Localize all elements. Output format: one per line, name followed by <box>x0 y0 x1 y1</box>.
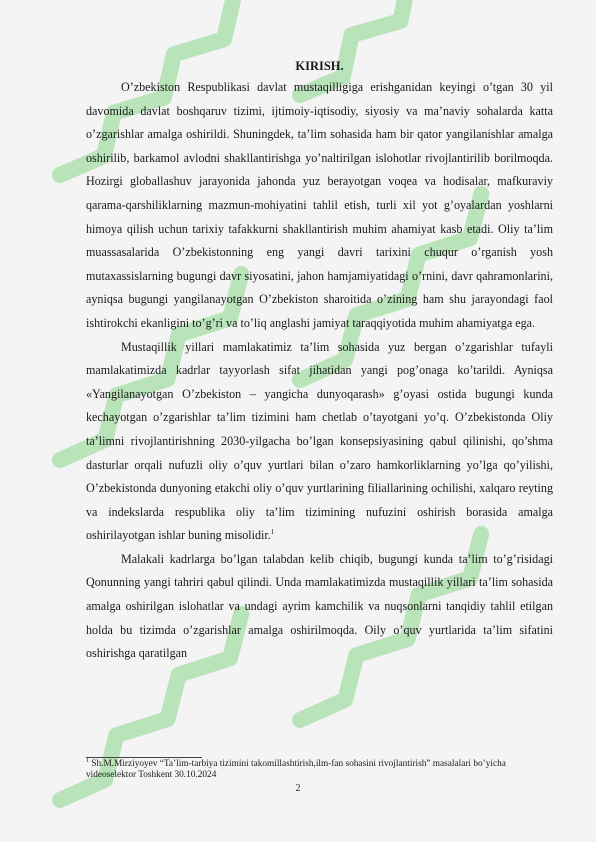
paragraph-2-text: Mustaqillik yillari mamlakatimiz ta’lim sohasida yuz bergan o’zgarishlar tufayli mamlakatimizda kadrlar tayyorlash sifat jihatidan yangi pog’onaga ko’tarildi. Ayniqsa «Yangilanayotgan O’zbekiston – yangicha dunyoqarash» g’oyasi ostida bugungi kunda kechayotgan o’zgarishlar ta’lim tizimini ham chetlab o’tayotgani yo’q. O’zbekistonda Oliy ta’limni rivojlantirishning 2030-yilgacha bo’lgan konsepsiyasining qabul qilinishi, qo’shma dasturlar orqali nufuzli oliy o’quv yurtlari bilan o’zaro hamkorliklarning yo’lga qo’yilishi, O’zbekistonda dunyoning etakchi oliy o’quv yurtlarining filiallarining ochilishi, xalqaro reyting va indekslarda respublika oliy ta’lim tizimining nufuzini oshirish borasida amalga oshirilayotgan ishlar buning misolidir. <box>86 339 553 543</box>
paragraph-1: O’zbekiston Respublikasi davlat mustaqilligiga erishganidan keyingi o’tgan 30 yil davomida davlat boshqaruv tizimi, ijtimoiy-iqtisodiy, siyosiy va ma’naviy sohalarda katta o’zgarishlar amalga oshirildi. Shuningdek, ta’lim sohasida ham bir qator yangilanishlar amalga oshirilib, barkamol avlodni shakllantirishga yo’naltirilgan islohotlar rivojlantirilib borilmoqda. Hozirgi globallashuv jarayonida jahonda yuz berayotgan voqea va hodisalar, mafkuraviy qarama-qarshiliklarning mazmun-mohiyatini tahlil etish, turli xil yot g’oyalardan yoshlarni himoya qilish uchun tarixiy tafakkurni shakllantirish muhim ahamiyat kasb etadi. Oliy ta’lim muassasalarida O’zbekistonning eng yangi davri tarixini chuqur o’rganish yosh mutaxassislarning bugungi davr siyosatini, jahon hamjamiyatidagi o’rnini, davr qahramonlarini, ayniqsa bugungi yangilanayotgan O’zbekiston sharoitida o’zining ham shu jarayondagi faol ishtirokchi ekanligini to’g’ri va to’liq anglashi jamiyat taraqqiyotida muhim ahamiyatga ega. <box>86 80 553 330</box>
section-title: KIRISH. <box>295 59 344 73</box>
paragraph-3: Malakali kadrlarga bo’lgan talabdan kelib chiqib, bugungi kunda ta’lim to’g’risidagi Qonunning yangi tahriri qabul qilindi. Unda mamlakatimizda mustaqillik yillari ta’lim sohasida amalga oshirilgan islohatlar va undagi ayrim kamchilik va nuqsonlarni tanqidiy tahlil etilgan holda bu tizimda o’zgarishlar amalga oshirilmoqda. Oily o’quv yurtlarida ta’lim sifatini oshirishga qaratilgan <box>86 551 553 661</box>
main-text <box>86 56 553 666</box>
footnote-text: Sh.M.Mirziyoyev “Ta’lim-tarbiya tizimini takomillashtirish,ilm-fan sohasini rivojlantirish” masalalari bo’yicha videoselektor Toshkent 30.10.2024 <box>86 759 506 781</box>
page-number: 2 <box>295 783 301 794</box>
footnote-reference[interactable]: 1 <box>270 528 275 537</box>
footnote-marker: 1 <box>86 757 89 764</box>
paragraph-2 <box>86 336 553 548</box>
footnote-divider <box>86 757 202 758</box>
footnote <box>86 759 553 781</box>
